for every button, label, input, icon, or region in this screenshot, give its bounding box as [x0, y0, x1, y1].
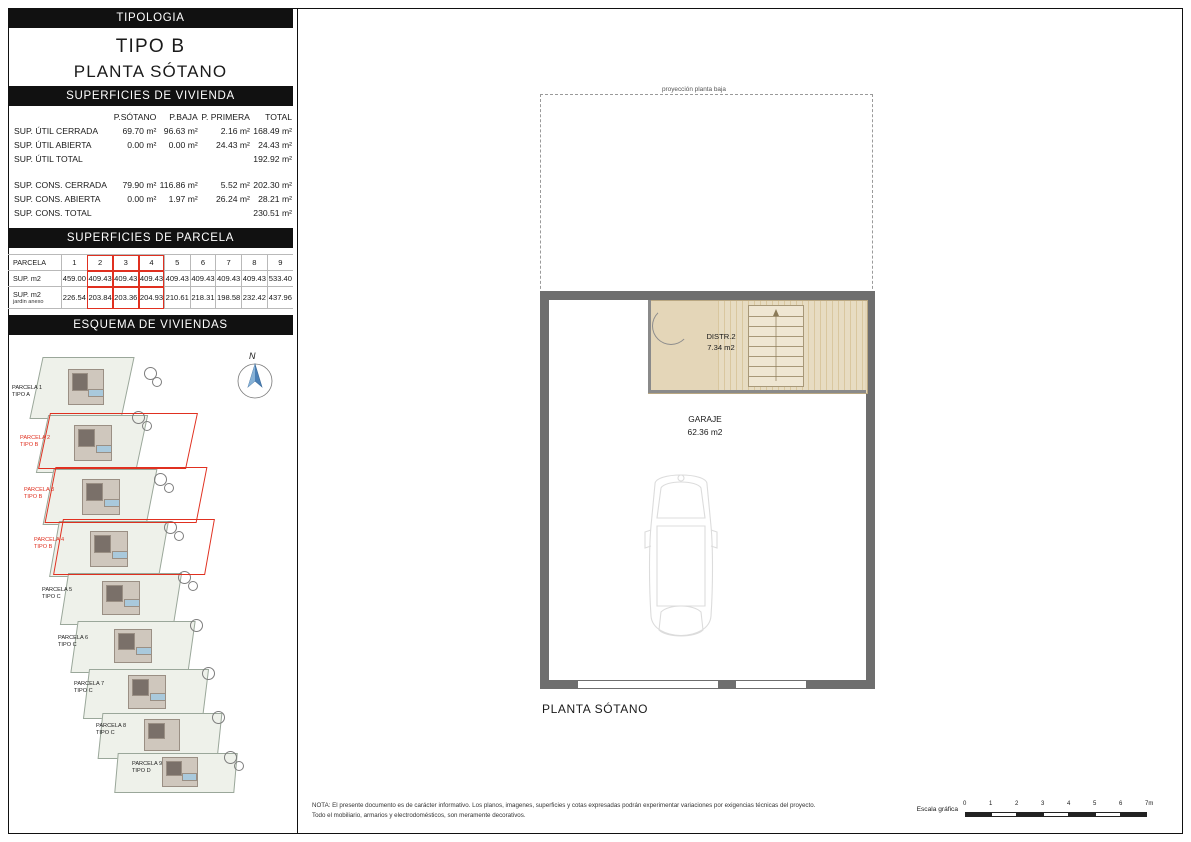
house-core-9 — [166, 761, 182, 776]
table-row — [8, 124, 293, 138]
room-label-distr2: DISTR.2 7.34 m2 — [706, 332, 736, 353]
tree-icon — [190, 619, 203, 632]
tree-icon — [202, 667, 215, 680]
plot-label-6: PARCELA 6 TIPO C — [58, 635, 89, 649]
tree-icon — [234, 761, 244, 771]
cell: 226.54 — [62, 287, 88, 309]
row-label: SUP. m2 — [8, 271, 62, 287]
row-label — [8, 287, 62, 309]
bottom-opening-2 — [736, 680, 806, 689]
cell-highlighted: 203.36 — [113, 287, 139, 309]
projection-label: proyección planta baja — [658, 86, 730, 93]
note-line-1: NOTA: El presente documento es de carácter informativo. Los planos, imagenes, superficies y cotas expresadas podrán experimentar variaciones por exigencias técnicas del proyecto. — [312, 802, 816, 809]
cell: 9 — [267, 255, 293, 271]
table-row — [8, 206, 293, 220]
table-row — [8, 192, 293, 206]
pool-1 — [88, 389, 104, 397]
plot-label-7: PARCELA 7 TIPO C — [74, 681, 105, 695]
note-line-2: Todo el mobiliario, armarios y electrodomésticos, son meramente decorativos. — [312, 811, 526, 819]
plot-highlight-2 — [38, 413, 198, 469]
cell — [157, 206, 198, 220]
house-core-5 — [106, 585, 123, 602]
cell-highlighted: 204.93 — [139, 287, 165, 309]
planta-title: PLANTA SÓTANO — [73, 62, 228, 81]
superficies-vivienda-band: SUPERFICIES DE VIVIENDA — [8, 86, 293, 106]
cell-highlighted: 3 — [113, 255, 139, 271]
inner-wall-left — [648, 300, 651, 392]
row-label: SUP. CONS. TOTAL — [14, 208, 92, 218]
table-row — [8, 178, 293, 192]
row-label: PARCELA — [8, 255, 62, 271]
floor-plan-column — [300, 8, 1183, 834]
cell — [199, 206, 251, 220]
pool-6 — [136, 647, 152, 655]
wall-top — [540, 291, 875, 300]
superficies-parcela-band: SUPERFICIES DE PARCELA — [8, 228, 293, 248]
row-label: SUP. ÚTIL TOTAL — [14, 154, 83, 164]
cell: 1.97 m² — [168, 194, 198, 204]
scale-tick: 0 — [963, 801, 967, 807]
plot-label-9: PARCELA 9 TIPO D — [132, 761, 163, 775]
wall-left — [540, 291, 549, 689]
plot-highlight-4 — [53, 519, 215, 575]
row-label: SUP. CONS. CERRADA — [14, 180, 107, 190]
cell-highlighted: 409.43 — [139, 271, 165, 287]
cell: 116.86 m² — [159, 180, 198, 190]
cell — [111, 152, 157, 166]
cell — [157, 152, 198, 166]
cell: 218.31 — [190, 287, 216, 309]
row-label-sub: jardin anexo — [13, 299, 44, 305]
plot-label-5: PARCELA 5 TIPO C — [42, 587, 73, 601]
cell: 437.96 — [267, 287, 293, 309]
table-row — [8, 138, 293, 152]
cell: 232.42 — [242, 287, 268, 309]
cell: 533.40 — [267, 271, 293, 287]
house-core-8 — [148, 723, 165, 739]
cell: 28.21 m² — [258, 194, 292, 204]
cell: 5.52 m² — [220, 180, 250, 190]
col-head-1: P.SÓTANO — [113, 112, 157, 122]
cell: 409.43 — [164, 271, 190, 287]
cell: 0.00 m² — [127, 194, 157, 204]
scale-tick: 7m — [1145, 801, 1154, 807]
floor-plan — [540, 291, 875, 689]
col-head-2: P.BAJA — [169, 112, 198, 122]
pool-9 — [182, 773, 197, 781]
esquema-band: ESQUEMA DE VIVIENDAS — [8, 315, 293, 335]
scale-tick: 2 — [1015, 801, 1019, 807]
cell-highlighted: 409.43 — [113, 271, 139, 287]
row-label: SUP. ÚTIL CERRADA — [14, 126, 99, 136]
cell: 26.24 m² — [216, 194, 250, 204]
cell: 0.00 m² — [168, 140, 198, 150]
cell — [199, 152, 251, 166]
spacer — [8, 166, 293, 178]
cell-highlighted: 4 — [139, 255, 165, 271]
plot-label-8: PARCELA 8 TIPO C — [96, 723, 127, 737]
cell: 198.58 — [216, 287, 242, 309]
scale-title: Escala gráfica — [916, 806, 958, 813]
cell: 1 — [62, 255, 88, 271]
info-column — [8, 8, 293, 775]
scale-tick: 6 — [1119, 801, 1123, 807]
cell: 409.43 — [190, 271, 216, 287]
scale-tick: 1 — [989, 801, 993, 807]
inner-wall-bottom — [648, 390, 866, 393]
table-row — [8, 287, 293, 309]
cell: 7 — [216, 255, 242, 271]
cell: 2.16 m² — [220, 126, 250, 136]
plot-label-3: PARCELA 3 TIPO B — [24, 487, 55, 501]
cell: 96.63 m² — [163, 126, 198, 136]
superficies-vivienda-table — [8, 110, 293, 220]
plot-map — [12, 349, 262, 775]
cell: 6 — [190, 255, 216, 271]
col-head-3: P. PRIMERA — [201, 112, 250, 122]
cell: 168.49 m² — [253, 126, 292, 136]
cell: 409.43 — [242, 271, 268, 287]
table-row — [8, 152, 293, 166]
cell: 24.43 m² — [216, 140, 250, 150]
tipologia-band: TIPOLOGIA — [8, 8, 293, 28]
cell-highlighted: 2 — [87, 255, 113, 271]
cell: 79.90 m² — [122, 180, 157, 190]
cell: 69.70 m² — [122, 126, 157, 136]
table-header-row — [8, 110, 293, 124]
cell: 192.92 m² — [253, 154, 292, 164]
tree-icon — [212, 711, 225, 724]
plot-label-4: PARCELA 4 TIPO B — [34, 537, 65, 551]
tree-icon — [188, 581, 198, 591]
plan-title: PLANTA SÓTANO — [542, 702, 649, 716]
cell — [111, 206, 157, 220]
house-core-6 — [118, 633, 135, 650]
cell: 24.43 m² — [258, 140, 292, 150]
col-head-4: TOTAL — [265, 112, 292, 122]
house-core-1 — [72, 373, 88, 391]
pool-5 — [124, 599, 140, 607]
plot-highlight-3 — [45, 467, 208, 523]
tipo-title: TIPO B — [115, 36, 186, 57]
cell: 210.61 — [164, 287, 190, 309]
cell: 459.00 — [62, 271, 88, 287]
scale-tick: 5 — [1093, 801, 1097, 807]
column-divider — [297, 8, 298, 834]
cell: 202.30 m² — [253, 180, 292, 190]
cell: 8 — [242, 255, 268, 271]
col-head-0 — [8, 110, 111, 124]
cell: 0.00 m² — [127, 140, 157, 150]
projection-outline — [540, 94, 873, 299]
scale-tick: 4 — [1067, 801, 1071, 807]
compass-north-label: N — [249, 351, 256, 362]
plot-label-2: PARCELA 2 TIPO B — [20, 435, 51, 449]
house-core-7 — [132, 679, 149, 696]
cell: 409.43 — [216, 271, 242, 287]
superficies-parcela-table — [8, 254, 293, 309]
table-row — [8, 271, 293, 287]
plot-label-1: PARCELA 1 TIPO A — [12, 385, 43, 399]
cell: 230.51 m² — [253, 208, 292, 218]
scale-tick: 3 — [1041, 801, 1045, 807]
disclaimer-note — [312, 801, 912, 820]
table-row — [8, 255, 293, 271]
site-plan-schematic — [8, 335, 293, 775]
cell: 5 — [164, 255, 190, 271]
pool-7 — [150, 693, 166, 701]
garage-door-opening — [578, 680, 718, 689]
tree-icon — [152, 377, 162, 387]
room-label-garaje: GARAJE 62.36 m2 — [687, 414, 723, 438]
graphic-scale-bar — [963, 801, 1175, 820]
row-label: SUP. CONS. ABIERTA — [14, 194, 101, 204]
car-icon — [635, 466, 727, 656]
row-label: SUP. ÚTIL ABIERTA — [14, 140, 92, 150]
title-block — [8, 28, 293, 86]
row-label-main: SUP. m2 — [13, 290, 41, 299]
cell-highlighted: 203.84 — [87, 287, 113, 309]
cell-highlighted: 409.43 — [87, 271, 113, 287]
